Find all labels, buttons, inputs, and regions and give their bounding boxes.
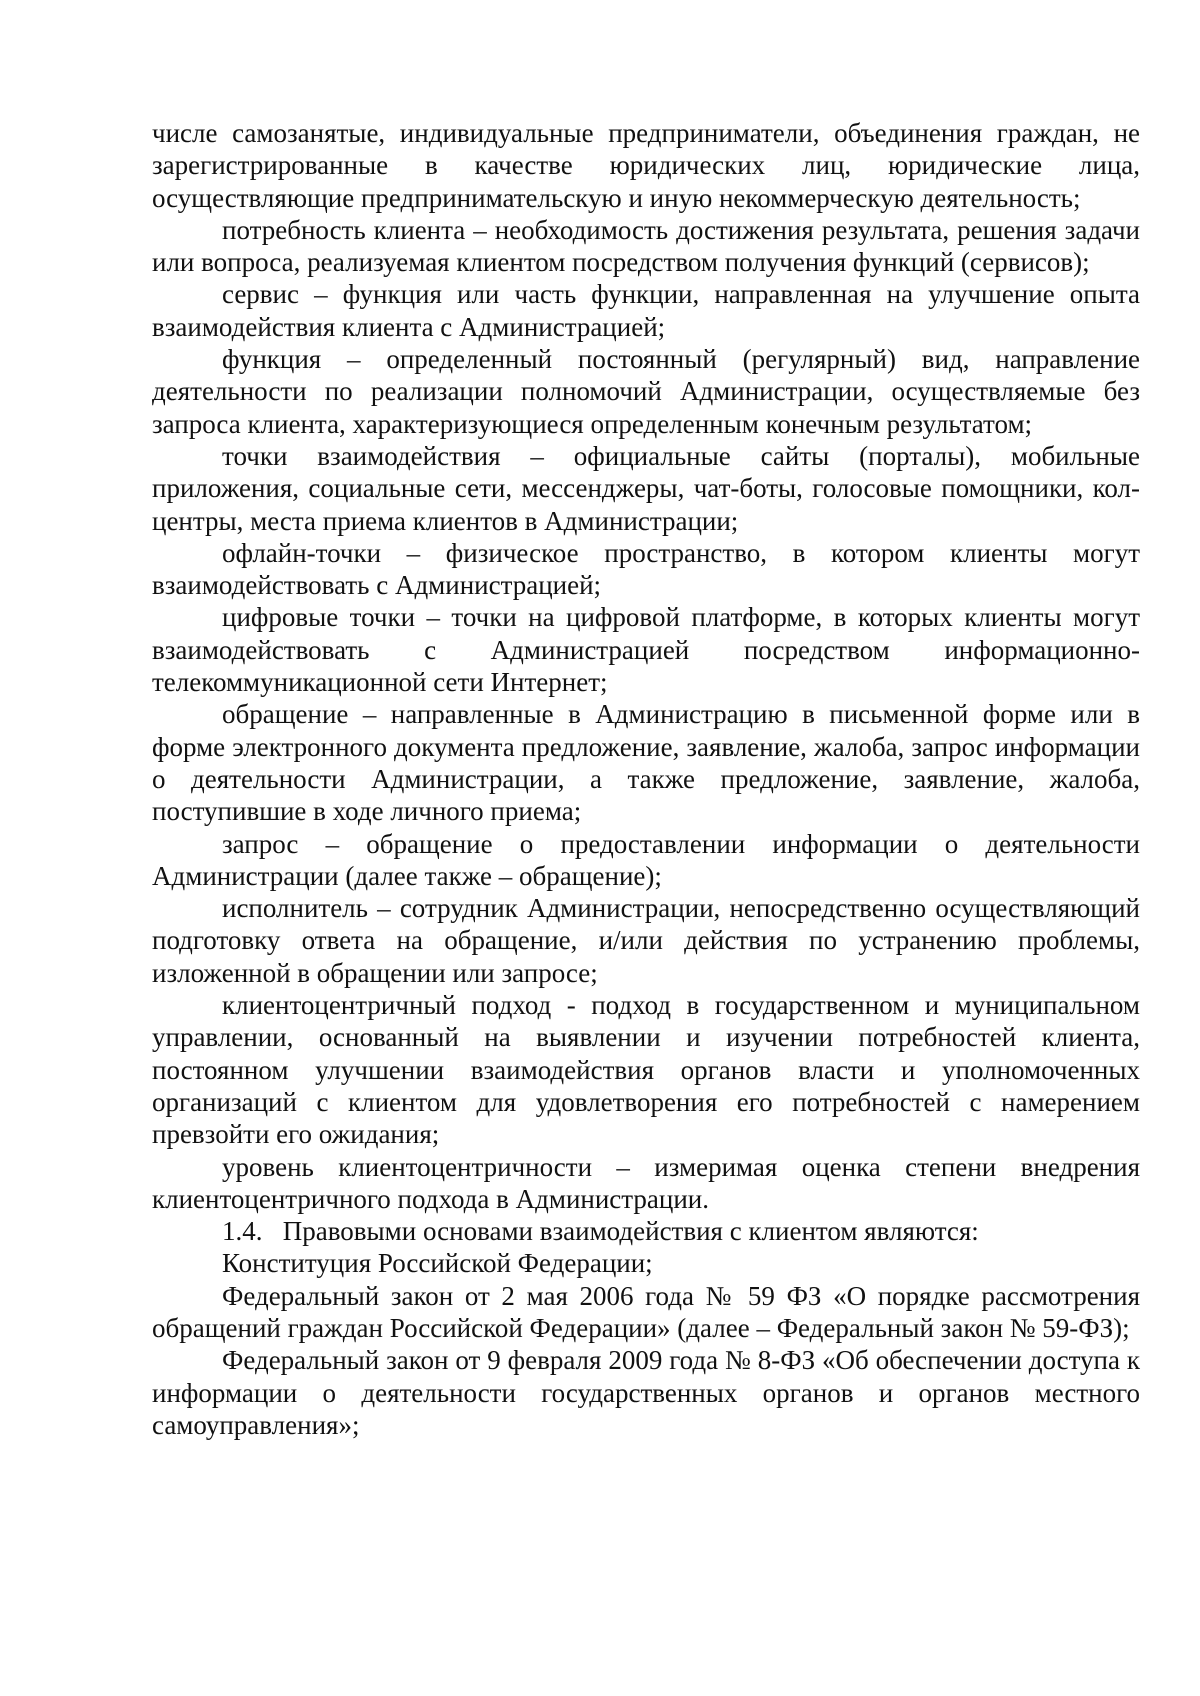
definition-client-centric-approach: клиентоцентричный подход - подход в государственном и муниципальном управлении, основанный на выявлении и изучении потребностей клиента, постоянном улучшении взаимодействия органов власти и уполномоченных организаций с клиентом для удовлетворения его потребностей с намерением превзойти его ожидания; [152, 990, 1140, 1150]
definition-offline-points: офлайн-точки – физическое пространство, в котором клиенты могут взаимодействовать с Администрацией; [152, 537, 1140, 601]
document-body [152, 117, 1140, 1441]
legal-basis-law-8: Федеральный закон от 9 февраля 2009 года № 8-ФЗ «Об обеспечении доступа к информации о деятельности государственных органов и органов местного самоуправления»; [152, 1345, 1140, 1440]
legal-basis-constitution: Конституция Российской Федерации; [222, 1248, 653, 1279]
definition-client-centricity-level: уровень клиентоцентричности – измеримая оценка степени внедрения клиентоцентричного подхода в Администрации. [152, 1151, 1140, 1214]
definition-client-need: потребность клиента – необходимость достижения результата, решения задачи или вопроса, реализуемая клиентом посредством получения функций (сервисов); [152, 214, 1140, 278]
definition-executor: исполнитель – сотрудник Администрации, непосредственно осуществляющий подготовку ответа на обращение, и/или действия по устранению проблемы, изложенной в обращении или запросе; [152, 893, 1140, 988]
definition-appeal: обращение – направленные в Администрацию в письменной форме или в форме электронного документа предложение, заявление, жалоба, запрос информации о деятельности Администрации, а также предложение, заявление, жалоба, поступившие в ходе личного приема; [152, 699, 1140, 827]
definition-digital-points: цифровые точки – точки на цифровой платформе, в которых клиенты могут взаимодействовать с Администрацией посредством информационно-телекоммуникационной сети Интернет; [152, 602, 1140, 698]
legal-basis-law-59: Федеральный закон от 2 мая 2006 года № 59 ФЗ «О порядке рассмотрения обращений граждан Российской Федерации» (далее – Федеральный закон № 59-ФЗ); [152, 1280, 1140, 1343]
definition-function: функция – определенный постоянный (регулярный) вид, направление деятельности по реализации полномочий Администрации, осуществляемые без запроса клиента, характеризующиеся определенным конечным результатом; [152, 344, 1140, 439]
definition-touchpoints: точки взаимодействия – официальные сайты (порталы), мобильные приложения, социальные сети, мессенджеры, чат-боты, голосовые помощники, кол-центры, места приема клиентов в Администрации; [152, 440, 1140, 536]
section-1-4-heading: 1.4. Правовыми основами взаимодействия с клиентом являются: [222, 1216, 979, 1247]
definition-service: сервис – функция или часть функции, направленная на улучшение опыта взаимодействия клиента с Администрацией; [152, 279, 1140, 342]
definition-request: запрос – обращение о предоставлении информации о деятельности Администрации (далее также – обращение); [152, 828, 1140, 891]
paragraph-continuation: числе самозанятые, индивидуальные предприниматели, объединения граждан, не зарегистрированные в качестве юридических лиц, юридические лица, осуществляющие предпринимательскую и иную некоммерческую деятельность; [152, 118, 1140, 213]
